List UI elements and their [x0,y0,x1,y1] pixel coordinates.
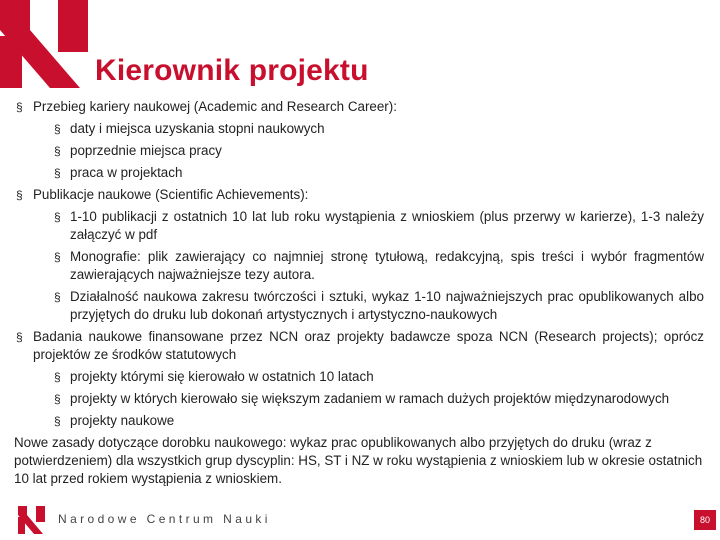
slide-content [14,98,704,488]
rules-paragraph: Nowe zasady dotyczące dorobku naukowego: wykaz prac opublikowanych albo przyjętych do druku (wraz z potwierdzeniem) dla wszystkich grup dyscyplin: HS, ST i NZ w roku wystąpienia z wnioskiem lub w okresie ostatnich 10 lat przed rokiem wystąpienia z wnioskiem. [14,435,703,486]
bullet-publications: § Publikacje naukowe (Scientific Achievements): [14,186,704,204]
slide-title: Kierownik projektu [95,54,369,87]
bullet-career: § Przebieg kariery naukowej (Academic and Research Career): [14,98,704,116]
sub-bullet: § projekty naukowe [54,412,704,430]
sub-bullet: § 1-10 publikacji z ostatnich 10 lat lub roku wystąpienia z wnioskiem (plus przerwy w karierze), 1-3 należy załączyć w pdf [54,208,704,244]
bullet-research-projects: § Badania naukowe finansowane przez NCN oraz projekty badawcze spoza NCN (Research projects); oprócz projektów ze środków statutowych [14,328,704,364]
sub-bullet: § daty i miejsca uzyskania stopni naukowych [54,120,704,138]
sub-bullet: § praca w projektach [54,164,704,182]
sub-bullet: § Monografie: plik zawierający co najmniej stronę tytułową, redakcyjną, spis treści i wybór fragmentów zawierających najważniejsze tezy autora. [54,248,704,284]
sub-bullet: § poprzednie miejsca pracy [54,142,704,160]
sub-bullet: § Działalność naukowa zakresu twórczości i sztuki, wykaz 1-10 najważniejszych prac opublikowanych albo przyjętych do druku lub dokonań artystycznych i artystyczno-naukowych [54,288,704,324]
ncn-footer-logo-icon [18,506,46,534]
sub-bullet: § projekty w których kierowało się większym zadaniem w ramach dużych projektów międzynarodowych [54,390,704,408]
footer-org-name: Narodowe Centrum Nauki [58,512,271,526]
page-number-badge: 80 [694,510,716,530]
sub-bullet: § projekty którymi się kierowało w ostatnich 10 latach [54,368,704,386]
ncn-logo-icon [0,0,90,90]
